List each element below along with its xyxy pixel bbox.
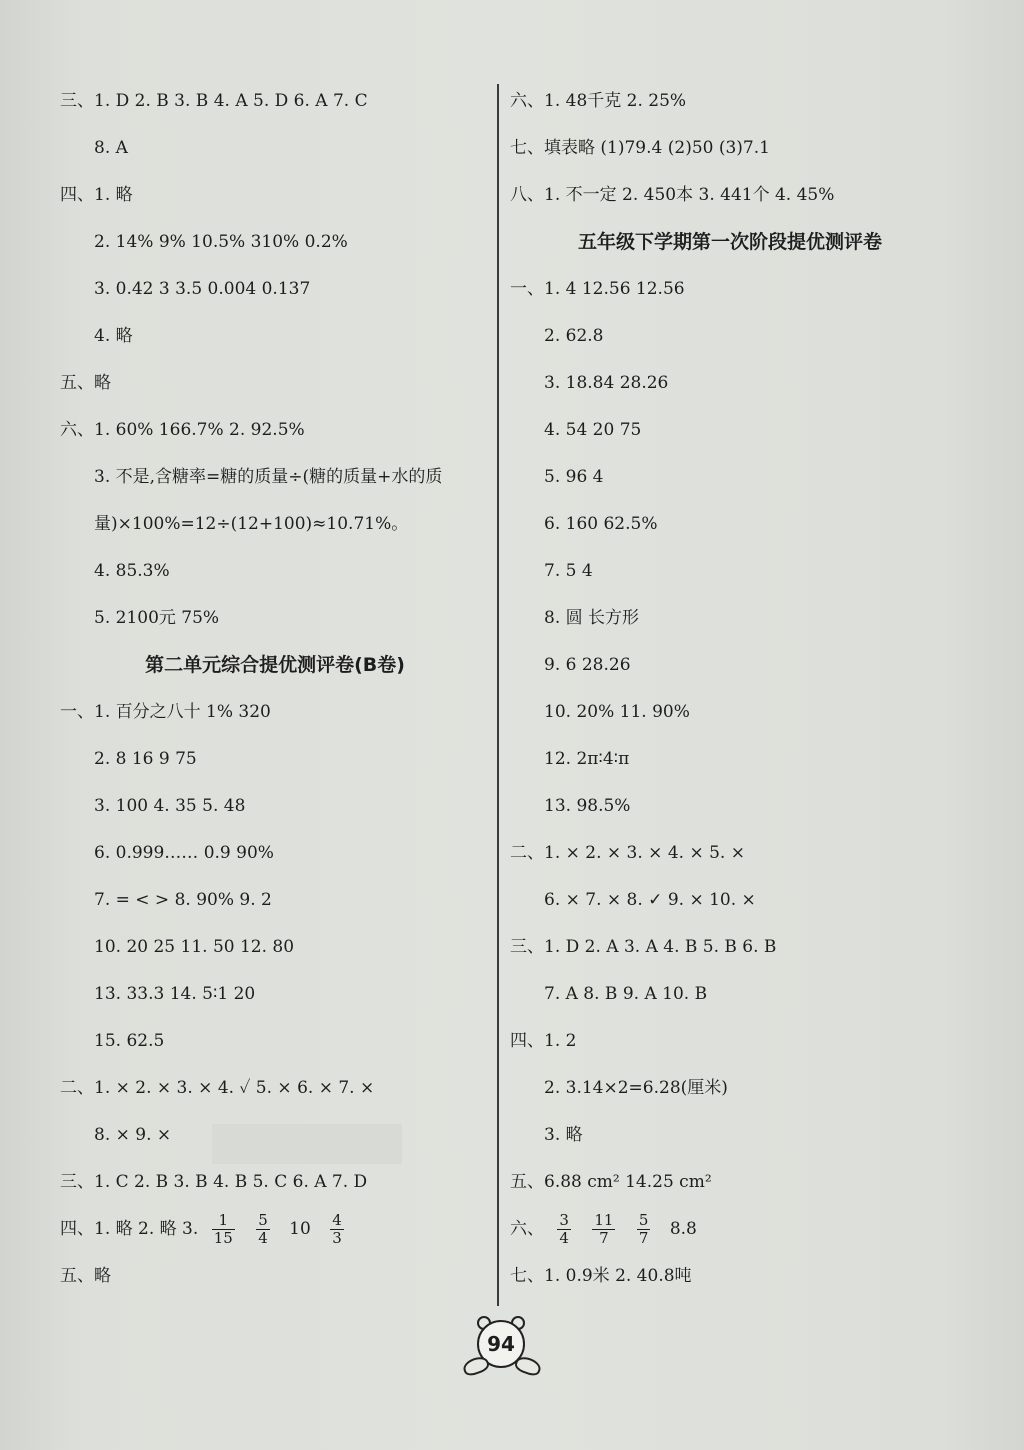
answer-line: 3. 略 [544, 1125, 583, 1145]
answer-line: 三、1. C 2. B 3. B 4. B 5. C 6. A 7. D [60, 1172, 368, 1192]
answer-line: 一、1. 百分之八十 1% 320 [60, 702, 271, 722]
section-title-left: 第二单元综合提优测评卷(B卷) [145, 654, 405, 676]
answer-line: 3. 0.42 3 3.5 0.004 0.137 [94, 279, 311, 299]
answer-line: 八、1. 不一定 2. 450本 3. 441个 4. 45% [510, 185, 835, 205]
answer-line: 二、1. × 2. × 3. × 4. ✓ 5. × 6. × 7. × [60, 1078, 375, 1098]
answer-line: 6. 160 62.5% [544, 514, 658, 534]
answer-line: 七、1. 0.9米 2. 40.8吨 [510, 1266, 692, 1286]
answer-line: 七、填表略 (1)79.4 (2)50 (3)7.1 [510, 138, 770, 158]
answer-line: 一、1. 4 12.56 12.56 [510, 279, 685, 299]
answer-line-fractions-right: 六、 $\frac{3}{4}$ $\frac{11}{7}$ $\frac{5}{7}$ 8.8 [510, 1211, 697, 1247]
answer-line: 六、1. 60% 166.7% 2. 92.5% [60, 420, 305, 440]
answer-line: 13. 98.5% [544, 796, 631, 816]
section-title-right: 五年级下学期第一次阶段提优测评卷 [577, 231, 882, 253]
answer-line: 7. A 8. B 9. A 10. B [544, 984, 708, 1004]
answer-line: 五、略 [60, 1266, 111, 1286]
answer-line: 4. 略 [94, 326, 133, 346]
page-number: 94 [477, 1320, 525, 1368]
answer-line: 8. A [94, 138, 128, 158]
answer-line: 13. 33.3 14. 5∶1 20 [94, 984, 256, 1004]
answer-line: 8. × 9. × [94, 1125, 172, 1145]
fraction: $\frac{5}{4}$ [258, 1211, 268, 1247]
answer-line: 7. 5 4 [544, 561, 593, 581]
answer-line: 6. 0.999…… 0.9 90% [94, 843, 274, 863]
fraction: $\frac{11}{7}$ [594, 1211, 614, 1247]
page-number-badge [455, 1318, 545, 1382]
answer-line: 四、1. 略 [60, 185, 133, 205]
answer-line: 量)×100%=12÷(12+100)≈10.71%。 [94, 514, 409, 534]
answer-line: 3. 100 4. 35 5. 48 [94, 796, 246, 816]
answer-line: 5. 2100元 75% [94, 608, 220, 628]
answer-line: 8. 圆 长方形 [544, 608, 640, 628]
answer-line: 6. × 7. × 8. ✓ 9. × 10. × [544, 890, 756, 910]
answer-line: 三、1. D 2. B 3. B 4. A 5. D 6. A 7. C [60, 91, 368, 111]
answer-line: 4. 54 20 75 [544, 420, 642, 440]
fraction: $\frac{5}{7}$ [638, 1211, 649, 1247]
answer-line-fractions-left: 四、1. 略 2. 略 3. $\frac{1}{15}$ $\frac{5}{4}$ 10 $\frac{4}{3}$ [60, 1211, 342, 1247]
column-divider [497, 84, 499, 1306]
foot-icon [513, 1354, 543, 1378]
answer-line: 5. 96 4 [544, 467, 604, 487]
answer-line: 2. 3.14×2=6.28(厘米) [544, 1078, 728, 1098]
answer-line: 15. 62.5 [94, 1031, 165, 1051]
answer-line: 2. 8 16 9 75 [94, 749, 197, 769]
answer-line: 3. 不是,含糖率=糖的质量÷(糖的质量+水的质 [94, 467, 443, 487]
answer-line: 10. 20 25 11. 50 12. 80 [94, 937, 295, 957]
answer-line: 五、略 [60, 373, 111, 393]
fraction: $\frac{4}{3}$ [332, 1211, 342, 1247]
answer-line: 五、6.88 cm² 14.25 cm² [510, 1172, 712, 1192]
left-column [60, 78, 490, 1300]
answer-line: 10. 20% 11. 90% [544, 702, 690, 722]
scan-smudge [212, 1124, 402, 1164]
answer-line: 2. 62.8 [544, 326, 604, 346]
answer-line: 2. 14% 9% 10.5% 310% 0.2% [94, 232, 348, 252]
answer-line: 4. 85.3% [94, 561, 170, 581]
answer-line: 3. 18.84 28.26 [544, 373, 669, 393]
fraction: $\frac{1}{15}$ [213, 1211, 233, 1247]
answer-line: 六、1. 48千克 2. 25% [510, 91, 687, 111]
answer-line: 二、1. × 2. × 3. × 4. × 5. × [510, 843, 745, 863]
fraction: $\frac{3}{4}$ [559, 1211, 569, 1247]
right-column [510, 78, 950, 1300]
answer-line: 四、1. 2 [510, 1031, 577, 1051]
answer-line: 7. = < > 8. 90% 9. 2 [94, 890, 272, 910]
answer-line: 12. 2π∶4∶π [544, 749, 630, 769]
answer-line: 9. 6 28.26 [544, 655, 631, 675]
answer-line: 三、1. D 2. A 3. A 4. B 5. B 6. B [510, 937, 777, 957]
